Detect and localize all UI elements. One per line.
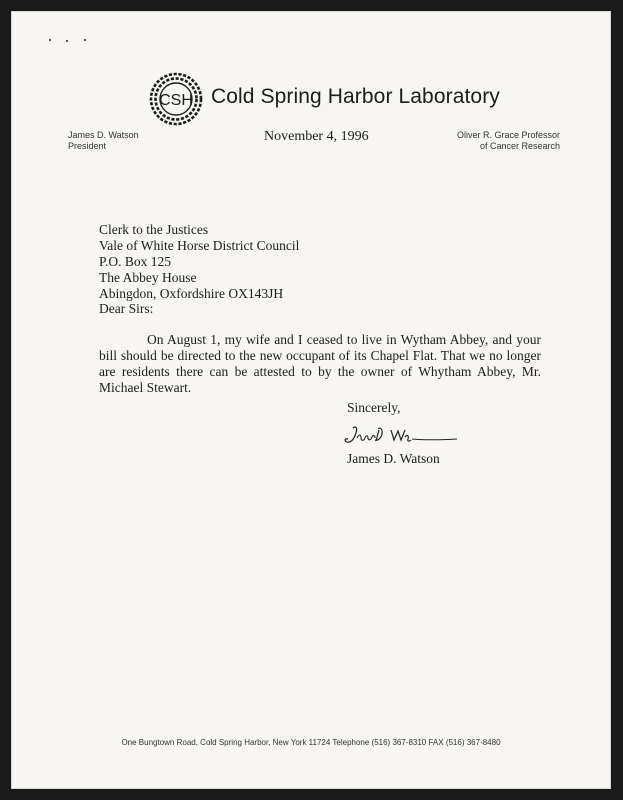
closing: Sincerely, <box>347 400 401 415</box>
letter-page <box>11 11 611 789</box>
header-left-block <box>68 130 139 152</box>
president-name: James D. Watson <box>68 130 139 140</box>
professorship-line-1: Oliver R. Grace Professor <box>456 130 560 140</box>
footer-address: One Bungtown Road, Cold Spring Harbor, New York 11724 Telephone (516) 367-8310 FAX (516) 367-8480 <box>121 738 501 747</box>
recipient-address <box>99 222 299 302</box>
recipient-line: Abingdon, Oxfordshire OX143JH <box>99 286 284 301</box>
president-title: President <box>68 141 107 151</box>
letterhead-logo <box>147 71 507 127</box>
signer-name: James D. Watson <box>347 451 440 466</box>
salutation: Dear Sirs: <box>99 301 154 316</box>
stray-mark <box>49 39 51 41</box>
header-right-block <box>457 130 560 152</box>
letter-body: On August 1, my wife and I ceased to live in Wytham Abbey, and your bill should be directed to the new occupant of its Chapel Flat. That we no longer are residents there can be attested to by the owner of Whytham Abbey, Mr. Michael Stewart. <box>99 332 541 395</box>
stray-mark <box>66 40 68 42</box>
handwritten-signature <box>339 421 461 453</box>
recipient-line: P.O. Box 125 <box>99 254 172 269</box>
seal-text: CSH <box>159 92 193 109</box>
stray-mark <box>84 39 86 41</box>
recipient-line: The Abbey House <box>99 270 197 285</box>
csh-seal-icon <box>147 71 205 127</box>
recipient-line: Clerk to the Justices <box>99 222 209 237</box>
professorship-line-2: of Cancer Research <box>479 141 560 151</box>
institution-name: Cold Spring Harbor Laboratory <box>211 85 500 108</box>
letter-date: November 4, 1996 <box>264 129 369 144</box>
recipient-line: Vale of White Horse District Council <box>99 238 300 253</box>
